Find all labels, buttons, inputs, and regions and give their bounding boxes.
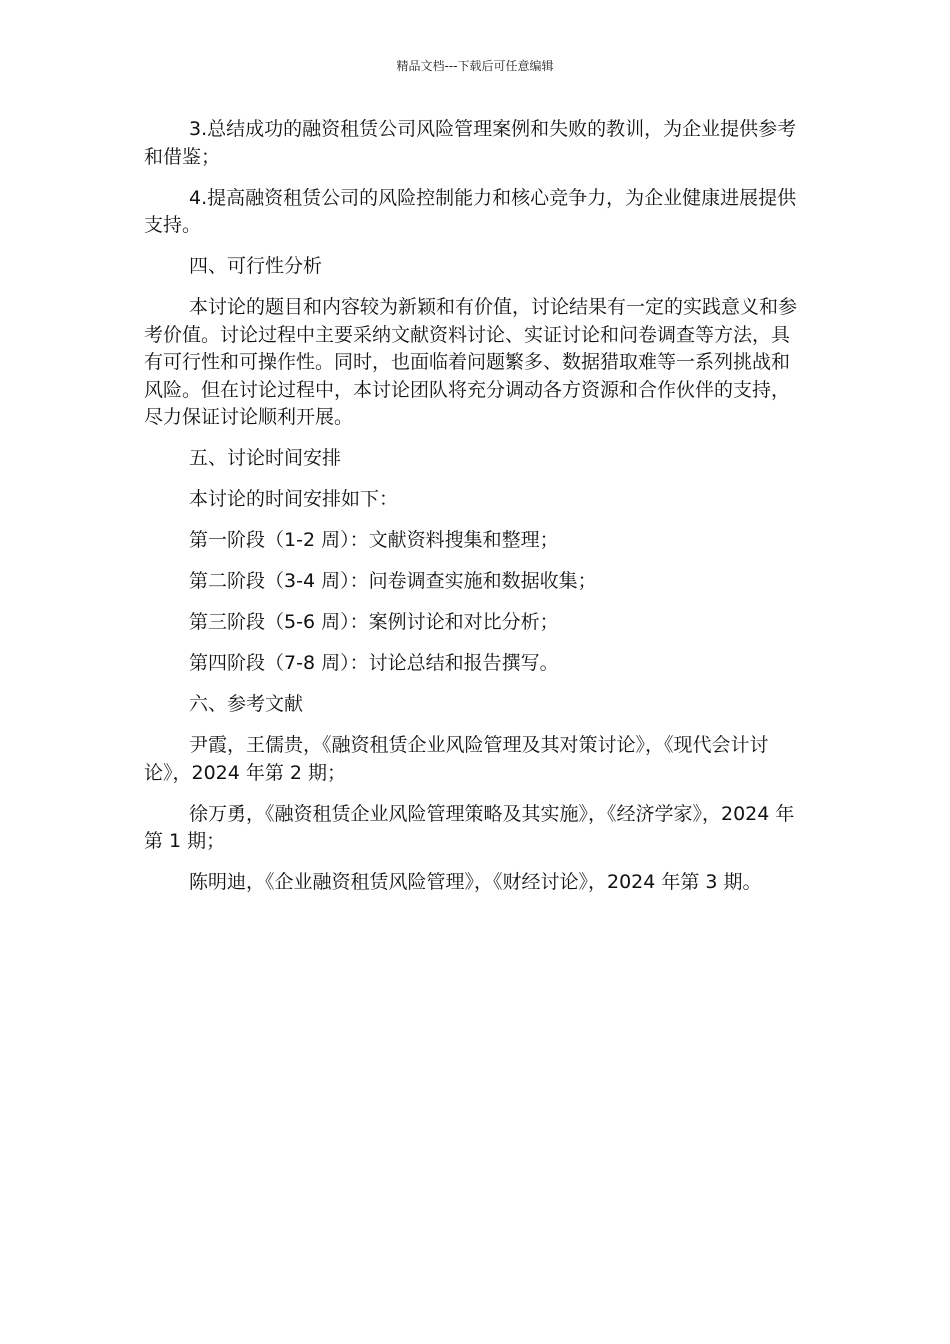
reference-item-3: 陈明迪，《企业融资租赁风险管理》，《财经讨论》，2024 年第 3 期。 — [189, 871, 762, 893]
reference-item-1: 尹霞，王儒贵，《融资租赁企业风险管理及其对策讨论》，《现代会计讨论》，2024 年第 2 期； — [144, 734, 769, 784]
reference-item-2: 徐万勇，《融资租赁企业风险管理策略及其实施》，《经济学家》，2024 年第 1 期； — [144, 802, 795, 852]
schedule-phase-2: 第二阶段（3-4 周）：问卷调查实施和数据收集； — [189, 570, 597, 592]
section-heading-schedule: 五、讨论时间安排 — [189, 447, 342, 469]
objective-item-3: 3.总结成功的融资租赁公司风险管理案例和失败的教训，为企业提供参考和借鉴； — [144, 118, 797, 168]
schedule-intro: 本讨论的时间安排如下： — [189, 488, 399, 510]
document-body — [144, 116, 806, 910]
schedule-phase-1: 第一阶段（1-2 周）：文献资料搜集和整理； — [189, 529, 559, 551]
objective-item-4: 4.提高融资租赁公司的风险控制能力和核心竞争力，为企业健康进展提供支持。 — [144, 186, 797, 236]
feasibility-paragraph: 本讨论的题目和内容较为新颖和有价值，讨论结果有一定的实践意义和参考价值。讨论过程中主要采纳文献资料讨论、实证讨论和问卷调查等方法，具有可行性和可操作性。同时，也面临着问题繁多、数据猎取难等一系列挑战和风险。但在讨论过程中，本讨论团队将充分调动各方资源和合作伙伴的支持，尽力保证讨论顺利开展。 — [144, 296, 798, 428]
schedule-phase-3: 第三阶段（5-6 周）：案例讨论和对比分析； — [189, 611, 559, 633]
schedule-phase-4: 第四阶段（7-8 周）：讨论总结和报告撰写。 — [189, 652, 559, 674]
section-heading-feasibility: 四、可行性分析 — [189, 255, 323, 277]
section-heading-references: 六、参考文献 — [189, 693, 304, 715]
page-header: 精品文档---下载后可任意编辑 — [396, 59, 554, 73]
